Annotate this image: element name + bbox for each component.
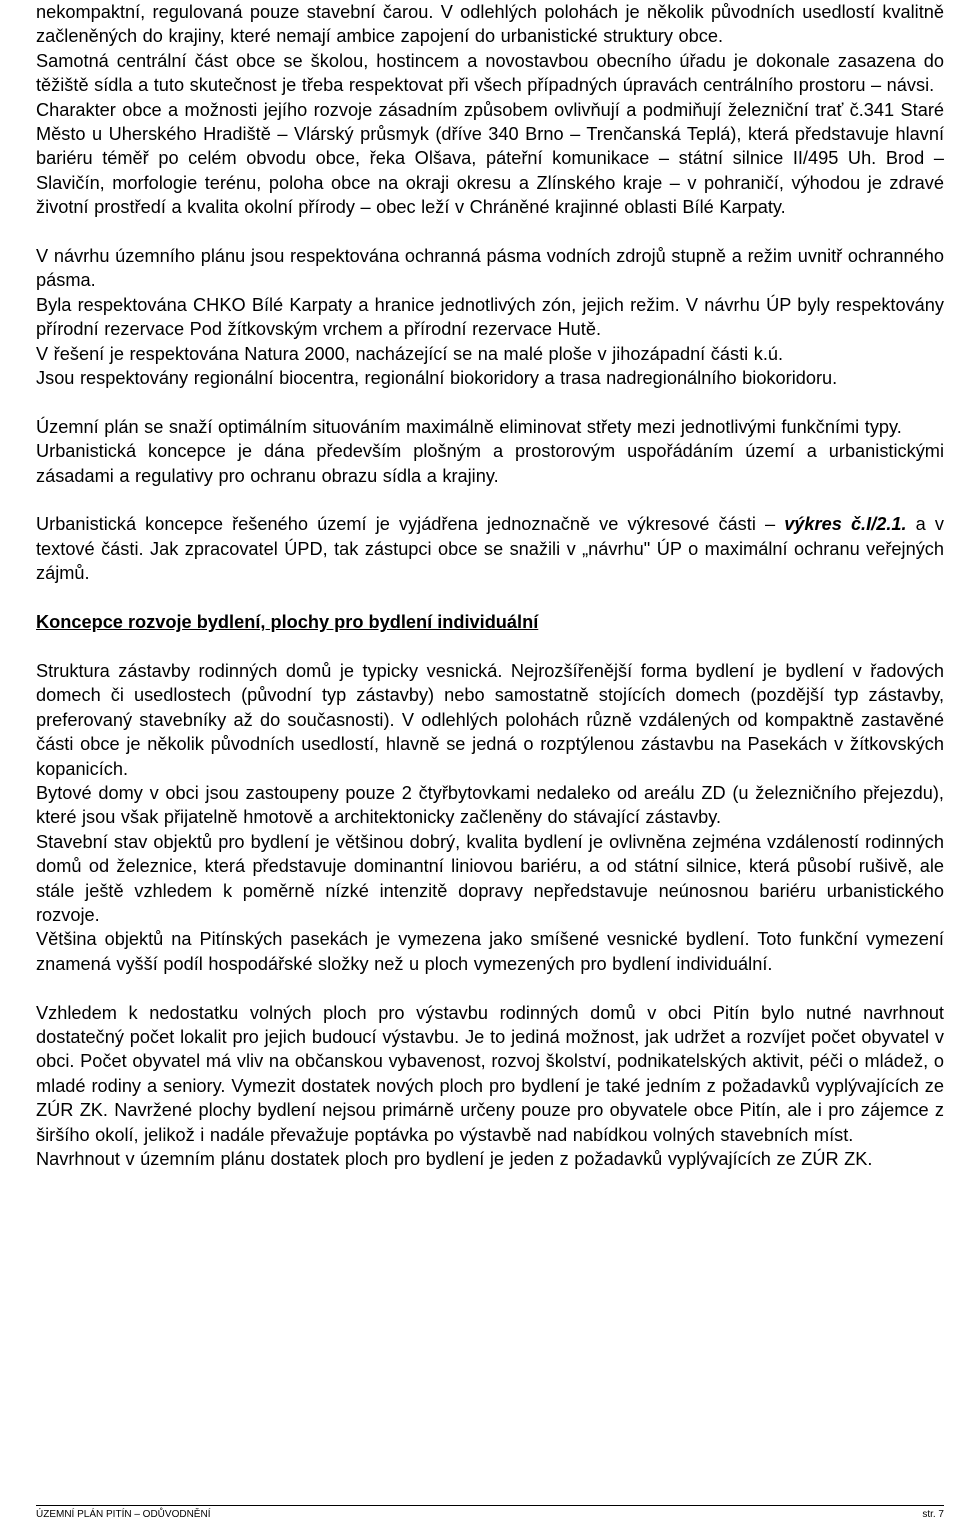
page-number: str. 7 [922,1509,944,1520]
paragraph: Navrhnout v územním plánu dostatek ploch pro bydlení je jeden z požadavků vyplývajících ze ZÚR ZK. [36,1149,873,1169]
paragraph: Struktura zástavby rodinných domů je typicky vesnická. Nejrozšířenější forma bydlení je bydlení v řadových domech či usedlostech (původní typ zástavby) nebo samostatně stojících domech (pozdější typ zástavby, preferovaný stavebníky až do současnosti). V odlehlých polohách různě vzdálených od kompaktně zastavěné části obce je několik původních usedlostí, hlavně se jedná o rozptýlenou zástavbu na Pasekách v žítkovských kopanicích. [36,660,944,779]
footer-title: ÚZEMNÍ PLÁN PITÍN – ODŮVODNĚNÍ [36,1509,211,1520]
paragraph-text: a v textové části. Jak zpracovatel ÚPD, tak zástupci obce se snažili v „návrhu" ÚP o maximální ochranu veřejných zájmů. [36,514,944,584]
paragraph: Urbanistická koncepce je dána především plošným a prostorovým uspořádáním území a urbanistickými zásadami a regulativy pro ochranu obrazu sídla a krajiny. [36,441,944,486]
paragraph: Byla respektována CHKO Bílé Karpaty a hranice jednotlivých zón, jejich režim. V návrhu ÚP byly respektovány přírodní rezervace Pod žítkovským vrchem a přírodní rezervace Hutě. [36,294,944,340]
paragraph: Jsou respektovány regionální biocentra, regionální biokoridory a trasa nadregionálního biokoridoru. [36,368,838,389]
paragraph-text: Urbanistická koncepce řešeného území je vyjádřena jednoznačně ve výkresové části – [36,514,785,535]
paragraph: Stavební stav objektů pro bydlení je většinou dobrý, kvalita bydlení je ovlivněna zejména vzdáleností rodinných domů od železnice, která představuje dominantní liniovou bariéru, a od státní silnice, která působí rušivě, ale stále ještě vzhledem k poměrně nízké intenzitě dopravy nepředstavuje neúnosnou bariéru urbanistického rozvoje. [36,831,944,925]
paragraph: Charakter obce a možnosti jejího rozvoje zásadním způsobem ovlivňují a podmiňují železniční trať č.341 Staré Město u Uherského Hradiště – Vlárský průsmyk (dříve 340 Brno – Trenčanská Teplá), která představuje hlavní bariéru téměř po celém obvodu obce, řeka Olšava, páteřní komunikace – státní silnice II/495 Uh. Brod – Slavičín, morfologie terénu, poloha obce na okraji okresu a Zlínského kraje – v pohraničí, výhodou je zdravé životní prostředí a kvalita okolní přírody – obec leží v Chráněné krajinné oblasti Bílé Karpaty. [36,99,944,218]
paragraph: Většina objektů na Pitínských pasekách je vymezena jako smíšené vesnické bydlení. Toto funkční vymezení znamená vyšší podíl hospodářské složky než u ploch vymezených pro bydlení individuální. [36,929,944,974]
section-heading: Koncepce rozvoje bydlení, plochy pro bydlení individuální [36,612,539,633]
paragraph [36,512,944,585]
paragraph: Územní plán se snaží optimálním situováním maximálně eliminovat střety mezi jednotlivými funkčními typy. [36,416,902,437]
paragraph: Samotná centrální část obce se školou, hostincem a novostavbou obecního úřadu je dokonale zasazena do těžiště sídla a tuto skutečnost je třeba respektovat při všech případných úpravách centrálního prostoru – návsi. [36,50,944,96]
document-page [36,0,944,1171]
drawing-reference: výkres č.I/2.1. [784,514,907,535]
paragraph: nekompaktní, regulovaná pouze stavební čarou. V odlehlých polohách je několik původních usedlostí kvalitně začleněných do krajiny, které nemají ambice zapojení do urbanistické struktury obce. [36,2,944,47]
paragraph: V řešení je respektována Natura 2000, nacházející se na malé ploše v jihozápadní části k.ú. [36,343,784,364]
paragraph: V návrhu územního plánu jsou respektována ochranná pásma vodních zdrojů stupně a režim uvnitř ochranného pásma. [36,246,944,291]
paragraph: Vzhledem k nedostatku volných ploch pro výstavbu rodinných domů v obci Pitín bylo nutné navrhnout dostatečný počet lokalit pro jejich budoucí výstavbu. Je to jediná možnost, jak udržet a rozvíjet počet obyvatel v obci. Počet obyvatel má vliv na občanskou vybavenost, rozvoj školství, podnikatelských aktivit, péči o mládež, o mladé rodiny a seniory. Vymezit dostatek nových ploch pro bydlení je také jedním z požadavků vyplývajících ze ZÚR ZK. Navržené plochy bydlení nejsou primárně určeny pouze pro obyvatele obce Pitín, ale i pro zájemce z širšího okolí, jelikož i nadále převažuje poptávka po výstavbě nad nabídkou volných stavebních míst. [36,1002,944,1145]
page-footer [36,1505,944,1521]
paragraph: Bytové domy v obci jsou zastoupeny pouze 2 čtyřbytovkami nedaleko od areálu ZD (u železničního přejezdu), které jsou však přijatelně hmotově a architektonicky začleněny do stávající zástavby. [36,782,944,828]
